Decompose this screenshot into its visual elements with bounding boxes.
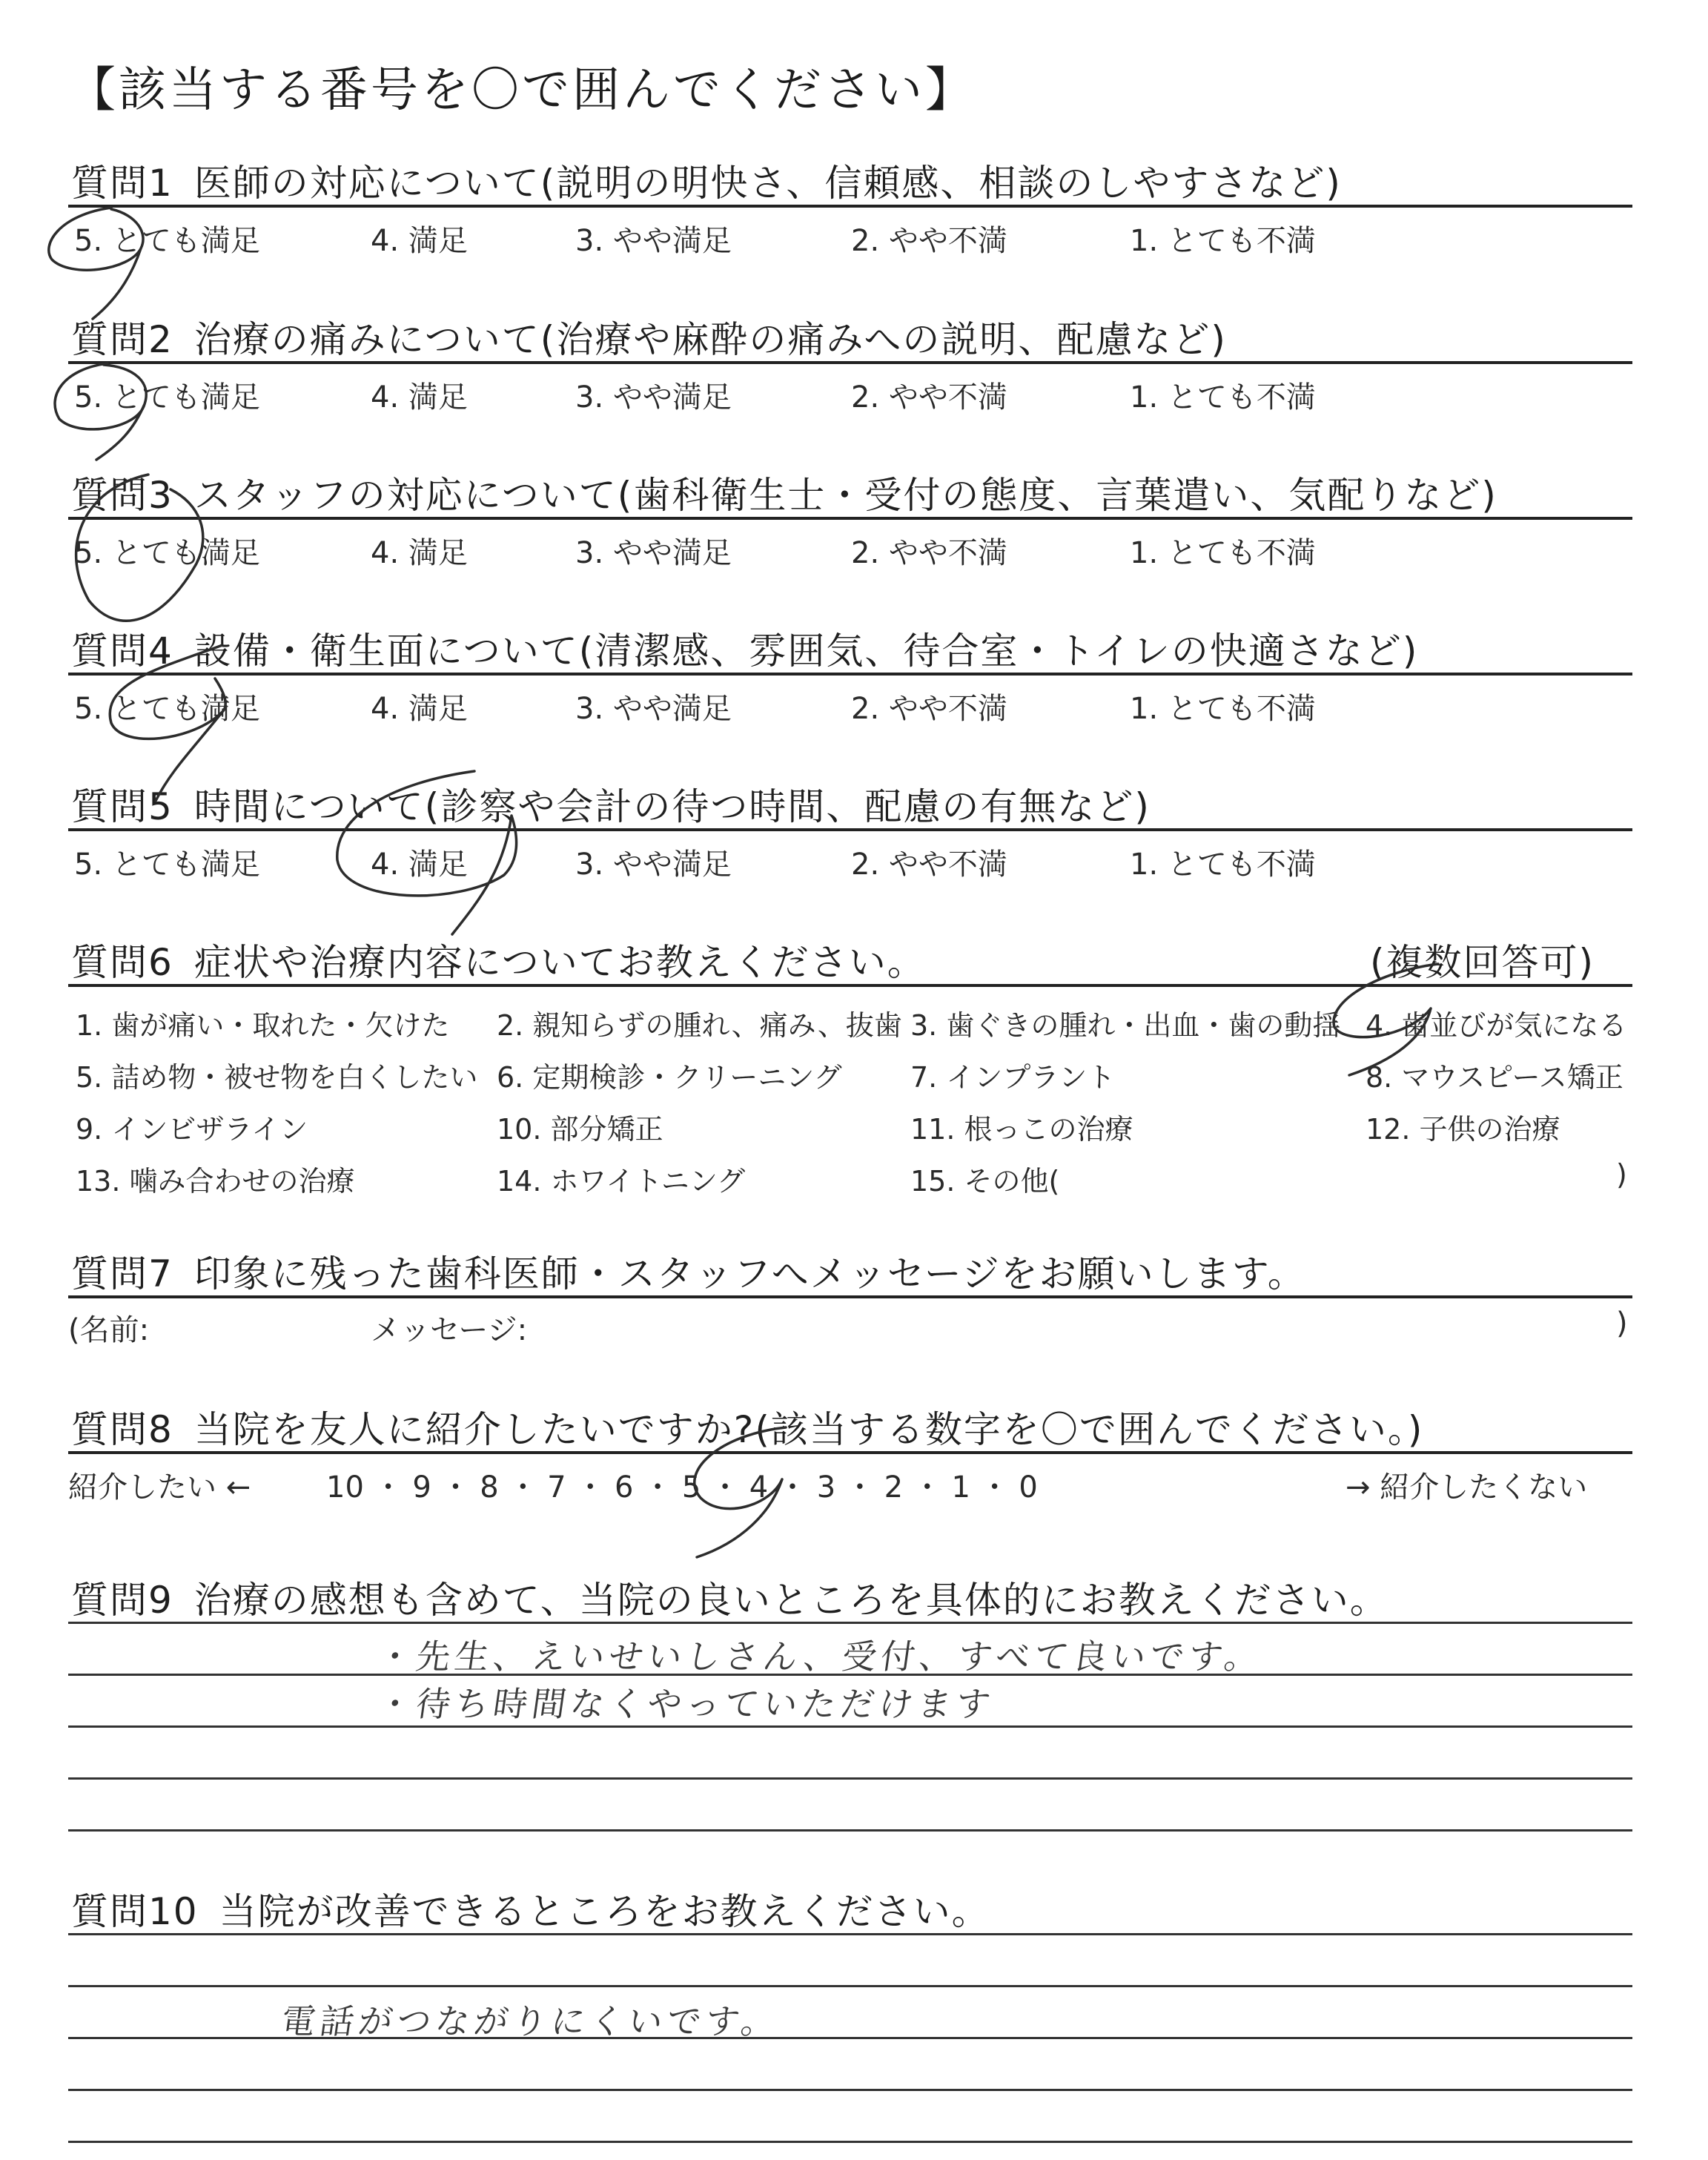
q10-title: 質問10 当院が改善できるところをお教えください。 (71, 1890, 990, 1933)
q4-opt-4[interactable]: 4. 満足 (371, 692, 468, 726)
q1-title: 質問1 医師の対応について(説明の明快さ、信頼感、相談のしやすさなど) (71, 162, 1342, 205)
q9-title: 質問9 治療の感想も含めて、当院の良いところを具体的にお教えください。 (71, 1579, 1388, 1622)
q3-selection-circle (76, 475, 203, 621)
q1-selection-circle (49, 208, 143, 319)
q5-opt-4[interactable]: 4. 満足 (371, 848, 468, 882)
q4-opt-3[interactable]: 3. やや満足 (575, 692, 732, 726)
q6-other-close: ) (1616, 1158, 1627, 1191)
q4-selection-circle (110, 645, 225, 801)
q6-item-4[interactable]: 4. 歯並びが気になる (1366, 1009, 1627, 1042)
q3-opt-4[interactable]: 4. 満足 (371, 536, 468, 570)
q3-opt-5[interactable]: 5. とても満足 (74, 536, 260, 570)
q4-title: 質問4 設備・衛生面について(清潔感、雰囲気、待合室・トイレの快適さなど) (71, 630, 1419, 673)
q4-opt-5[interactable]: 5. とても満足 (74, 692, 260, 726)
q6-item-3[interactable]: 3. 歯ぐきの腫れ・出血・歯の動揺 (910, 1009, 1341, 1042)
q8-selection-circle (695, 1427, 786, 1557)
q6-item-5[interactable]: 5. 詰め物・被せ物を白くしたい (76, 1061, 478, 1094)
q2-selection-circle (55, 363, 146, 460)
q8-score-9[interactable]: 9 (412, 1470, 431, 1505)
q5-opt-1[interactable]: 1. とても不満 (1130, 848, 1316, 882)
q1-opt-4[interactable]: 4. 満足 (371, 224, 468, 258)
q6-item-13[interactable]: 13. 噛み合わせの治療 (76, 1165, 355, 1198)
q8-score-10[interactable]: 10 (326, 1470, 364, 1505)
q2-opt-4[interactable]: 4. 満足 (371, 380, 468, 415)
q6-item-7[interactable]: 7. インプラント (910, 1061, 1116, 1094)
q6-item-9[interactable]: 9. インビザライン (76, 1113, 308, 1146)
q8-score-1[interactable]: 1 (951, 1470, 970, 1505)
q2-opt-3[interactable]: 3. やや満足 (575, 380, 732, 415)
q6-item-14[interactable]: 14. ホワイトニング (497, 1165, 746, 1198)
q6-item-1[interactable]: 1. 歯が痛い・取れた・欠けた (76, 1009, 450, 1042)
q8-right-label: → 紹介したくない (1345, 1470, 1588, 1505)
q9-answer-line-1[interactable]: ・先生、えいせいしさん、受付、すべて良いです。 (374, 1636, 1266, 1677)
q8-scale: 10 ・ 9 ・ 8 ・ 7 ・ 6 ・ 5 ・ 4 ・ 3 ・ 2 ・ 1 ・ 0 (326, 1470, 1038, 1505)
q8-score-8[interactable]: 8 (480, 1470, 499, 1505)
q8-title: 質問8 当院を友人に紹介したいですか?(該当する数字を〇で囲んでください。) (71, 1408, 1424, 1451)
q6-title: 質問6 症状や治療内容についてお教えください。 (71, 941, 926, 984)
q5-opt-3[interactable]: 3. やや満足 (575, 848, 732, 882)
q6-item-2[interactable]: 2. 親知らずの腫れ、痛み、抜歯 (497, 1009, 902, 1042)
q7-close: ) (1616, 1307, 1628, 1341)
q2-title: 質問2 治療の痛みについて(治療や麻酔の痛みへの説明、配慮など) (71, 318, 1227, 361)
q8-score-7[interactable]: 7 (547, 1470, 566, 1505)
q5-selection-circle (337, 771, 517, 934)
q5-title: 質問5 時間について(診察や会計の待つ時間、配慮の有無など) (71, 785, 1151, 828)
q3-opt-2[interactable]: 2. やや不満 (851, 536, 1007, 570)
q5-opt-2[interactable]: 2. やや不満 (851, 848, 1007, 882)
q8-score-6[interactable]: 6 (615, 1470, 634, 1505)
q6-item-11[interactable]: 11. 根っこの治療 (910, 1113, 1133, 1146)
q3-title: 質問3 スタッフの対応について(歯科衛生士・受付の態度、言葉遣い、気配りなど) (71, 474, 1497, 517)
q8-score-2[interactable]: 2 (884, 1470, 904, 1505)
q8-left-label: 紹介したい ← (68, 1470, 251, 1505)
q6-item-12[interactable]: 12. 子供の治療 (1366, 1113, 1560, 1146)
q6-item-6[interactable]: 6. 定期検診・クリーニング (497, 1061, 842, 1094)
q2-opt-2[interactable]: 2. やや不満 (851, 380, 1007, 415)
q2-opt-1[interactable]: 1. とても不満 (1130, 380, 1316, 415)
q6-item-8[interactable]: 8. マウスピース矯正 (1366, 1061, 1623, 1094)
q9-answer-line-2[interactable]: ・待ち時間なくやっていただけます (374, 1684, 998, 1724)
q6-item-15[interactable]: 15. その他( (910, 1165, 1060, 1198)
q8-score-5[interactable]: 5 (681, 1470, 701, 1505)
q1-opt-2[interactable]: 2. やや不満 (851, 224, 1007, 258)
q1-opt-1[interactable]: 1. とても不満 (1130, 224, 1316, 258)
q7-message-label: メッセージ: (371, 1313, 528, 1347)
q5-opt-5[interactable]: 5. とても満足 (74, 848, 260, 882)
q8-score-4[interactable]: 4 (749, 1470, 769, 1505)
q6-note: (複数回答可) (1370, 941, 1595, 984)
q2-opt-5[interactable]: 5. とても満足 (74, 380, 260, 415)
q1-opt-5[interactable]: 5. とても満足 (74, 224, 260, 258)
q4-opt-2[interactable]: 2. やや不満 (851, 692, 1007, 726)
q1-opt-3[interactable]: 3. やや満足 (575, 224, 732, 258)
q4-opt-1[interactable]: 1. とても不満 (1130, 692, 1316, 726)
q3-opt-1[interactable]: 1. とても不満 (1130, 536, 1316, 570)
q10-answer-line-1[interactable]: 電話がつながりにくいです。 (278, 2001, 783, 2041)
q7-name-label: (名前: (68, 1313, 150, 1347)
q3-opt-3[interactable]: 3. やや満足 (575, 536, 732, 570)
form-header: 【該当する番号を〇で囲んでください】 (68, 63, 976, 118)
q6-selection-circle (1334, 964, 1438, 1075)
q7-title: 質問7 印象に残った歯科医師・スタッフへメッセージをお願いします。 (71, 1252, 1306, 1295)
q6-item-10[interactable]: 10. 部分矯正 (497, 1113, 663, 1146)
q8-score-0[interactable]: 0 (1019, 1470, 1038, 1505)
q8-score-3[interactable]: 3 (816, 1470, 836, 1505)
